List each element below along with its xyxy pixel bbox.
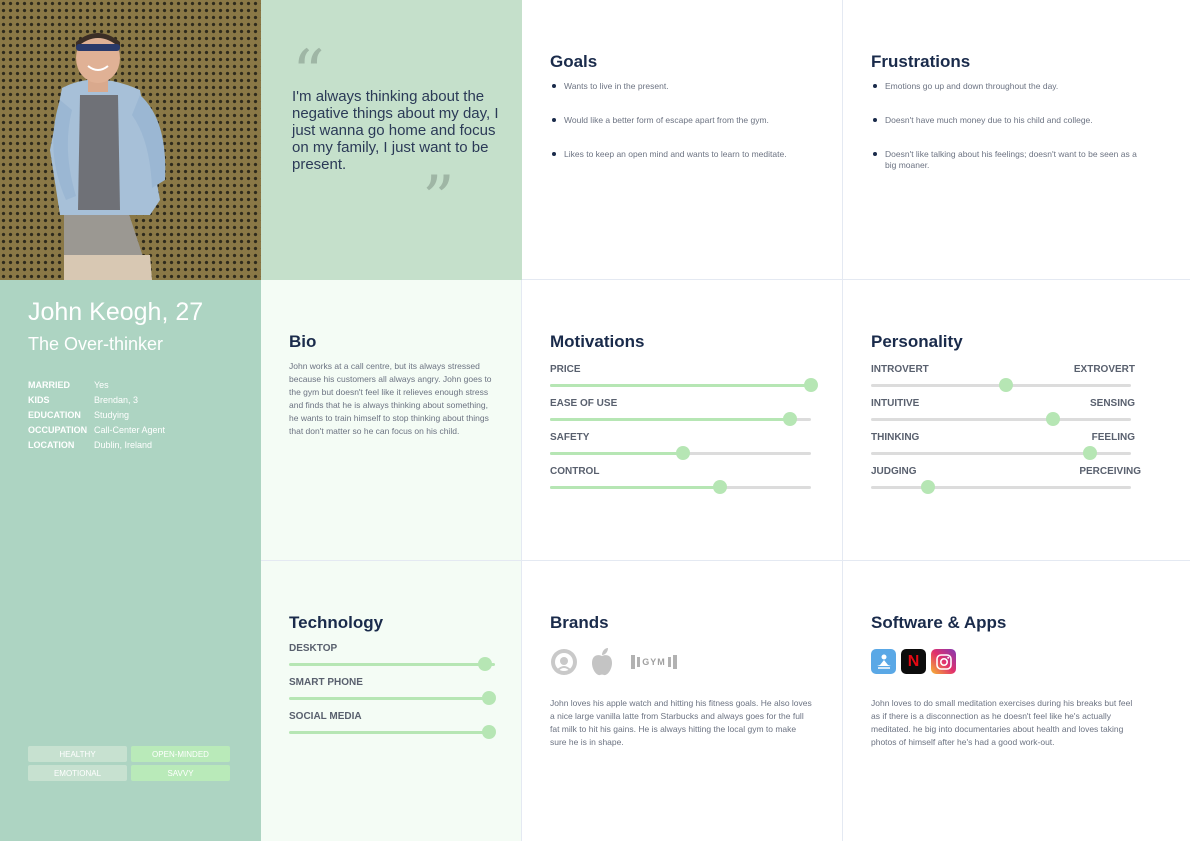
info-value: Yes <box>94 379 109 390</box>
goals-title: Goals <box>550 52 598 71</box>
slider-knob <box>713 480 727 494</box>
slider-knob <box>1046 412 1060 426</box>
frustrations-title: Frustrations <box>871 52 971 71</box>
motivation-slider <box>550 364 811 394</box>
frustration-item: Doesn't like talking about his feelings; doesn't want to be seen as a big moaner. <box>871 149 1141 171</box>
slider-right-label: EXTROVERT <box>1073 364 1135 375</box>
slider-left-label: INTROVERT <box>871 364 929 375</box>
person-illustration <box>0 0 261 280</box>
netflix-letter: N <box>907 652 920 670</box>
slider-track <box>871 418 1131 421</box>
close-quote-icon: ” <box>422 163 455 237</box>
tag-savvy: SAVVY <box>131 765 230 781</box>
apps-title: Software & Apps <box>871 613 1007 632</box>
apps-section <box>843 561 1190 841</box>
slider-label: DESKTOP <box>289 643 338 654</box>
slider-knob <box>482 691 496 705</box>
motivation-slider <box>550 398 811 428</box>
slider-knob <box>1083 446 1097 460</box>
persona-photo <box>0 0 261 280</box>
brand-logos <box>550 647 682 677</box>
trait-tags <box>28 746 230 781</box>
quote-text: I'm always thinking about the negative things about my day, I just wanna go home and focus on my family, I just want to be present. <box>292 88 499 173</box>
slider-left-label: INTUITIVE <box>871 398 920 409</box>
slider-fill <box>550 418 790 421</box>
info-value: Studying <box>94 409 130 420</box>
slider-knob <box>482 725 496 739</box>
slider-label: SOCIAL MEDIA <box>289 711 362 722</box>
info-value: Dublin, Ireland <box>94 439 153 450</box>
slider-label: SAFETY <box>550 432 590 443</box>
persona-name: John Keogh, 27 <box>28 298 204 326</box>
personality-slider <box>871 364 1135 394</box>
goal-item: Wants to live in the present. <box>550 81 810 92</box>
slider-label: SMART PHONE <box>289 677 363 688</box>
netflix-app-icon <box>901 649 926 674</box>
technology-slider <box>289 711 495 741</box>
technology-slider <box>289 643 495 673</box>
slider-knob <box>478 657 492 671</box>
personality-slider <box>871 432 1135 462</box>
slider-left-label: JUDGING <box>871 466 917 477</box>
goal-item: Likes to keep an open mind and wants to learn to meditate. <box>550 149 810 160</box>
info-row-education <box>28 407 165 422</box>
slider-knob <box>999 378 1013 392</box>
motivations-title: Motivations <box>550 332 645 351</box>
tag-healthy: HEALTHY <box>28 746 127 762</box>
info-row-kids <box>28 392 165 407</box>
dumbbell-plate <box>668 657 671 667</box>
dumbbell-plate <box>631 655 635 669</box>
slider-fill <box>550 452 683 455</box>
frustration-item: Emotions go up and down throughout the day. <box>871 81 1141 92</box>
goals-section <box>522 0 843 280</box>
technology-title: Technology <box>289 613 384 632</box>
info-row-occupation <box>28 422 165 437</box>
info-value: Brendan, 3 <box>94 394 139 405</box>
dumbbell-plate <box>637 657 640 667</box>
meditation-figure-icon <box>875 653 893 671</box>
slider-track <box>289 697 495 700</box>
bio-section <box>261 280 522 561</box>
info-value: Call-Center Agent <box>94 424 166 435</box>
slider-label: EASE OF USE <box>550 398 618 409</box>
meditation-app-icon <box>871 649 896 674</box>
slider-label: CONTROL <box>550 466 600 477</box>
brands-title: Brands <box>550 613 609 632</box>
slider-track <box>871 486 1131 489</box>
gym-logo-text: GYM <box>642 657 666 667</box>
info-row-location <box>28 437 165 452</box>
frustration-item: Doesn't have much money due to his child and college. <box>871 115 1141 126</box>
slider-knob <box>804 378 818 392</box>
slider-knob <box>921 480 935 494</box>
slider-right-label: PERCEIVING <box>1079 466 1141 477</box>
tag-emotional: EMOTIONAL <box>28 765 127 781</box>
profile-sidebar <box>0 280 261 841</box>
info-key: MARRIED <box>28 379 70 390</box>
starbucks-logo-icon <box>550 648 578 676</box>
motivation-slider <box>550 432 811 462</box>
info-key: KIDS <box>28 394 50 405</box>
slider-track <box>289 663 495 666</box>
slider-label: PRICE <box>550 364 581 375</box>
slider-knob <box>783 412 797 426</box>
technology-slider <box>289 677 495 707</box>
bio-text: John works at a call centre, but its always stressed because his customers all always angry. John goes to the gym but doesn't feel like it relieves enough stress and finds that he is always thinking about something, he wants to train himself to stop thinking about things that don't matter so he can focus on his child. <box>289 361 492 436</box>
dumbbell-plate <box>673 655 677 669</box>
motivation-slider <box>550 466 811 496</box>
info-key: OCCUPATION <box>28 424 88 435</box>
slider-right-label: SENSING <box>1089 398 1135 409</box>
slider-fill <box>550 486 720 489</box>
personality-slider <box>871 398 1135 428</box>
personality-slider <box>871 466 1141 496</box>
slider-fill <box>550 384 811 387</box>
brands-section <box>522 561 843 841</box>
motivations-section <box>522 280 843 561</box>
frustrations-section <box>843 0 1190 280</box>
tag-open-minded: OPEN-MINDED <box>131 746 230 762</box>
camera-glyph-icon <box>935 653 953 671</box>
bio-title: Bio <box>289 332 317 351</box>
personality-section <box>843 280 1190 561</box>
info-key: LOCATION <box>28 439 75 450</box>
instagram-app-icon <box>931 649 956 674</box>
info-key: EDUCATION <box>28 409 81 420</box>
slider-knob <box>676 446 690 460</box>
persona-info <box>28 377 165 452</box>
gym-logo-icon <box>626 652 682 672</box>
goal-item: Would like a better form of escape apart from the gym. <box>550 115 810 126</box>
open-quote-icon: “ <box>292 37 325 111</box>
persona-title: The Over-thinker <box>28 334 164 354</box>
quote-panel <box>261 0 522 280</box>
slider-right-label: FEELING <box>1091 432 1135 443</box>
technology-section <box>261 561 522 841</box>
personality-title: Personality <box>871 332 963 351</box>
brands-text: John loves his apple watch and hitting his fitness goals. He also loves a nice large vanilla latte from Starbucks and always goes for the full fat milk to hit his gains. He is always hitting the local gym to make sure he is in shape. <box>550 698 812 747</box>
apple-logo-icon <box>588 647 616 677</box>
apps-text: John loves to do small meditation exercises during his breaks but feel as if there is a disconnection as he doesn't feel like he's actually meditated. he big into documentaries about health and loves taking photos of himself after he's had a good work-out. <box>871 698 1133 747</box>
slider-left-label: THINKING <box>871 432 920 443</box>
info-row-married <box>28 377 165 392</box>
app-icons <box>871 649 956 674</box>
slider-track <box>289 731 495 734</box>
